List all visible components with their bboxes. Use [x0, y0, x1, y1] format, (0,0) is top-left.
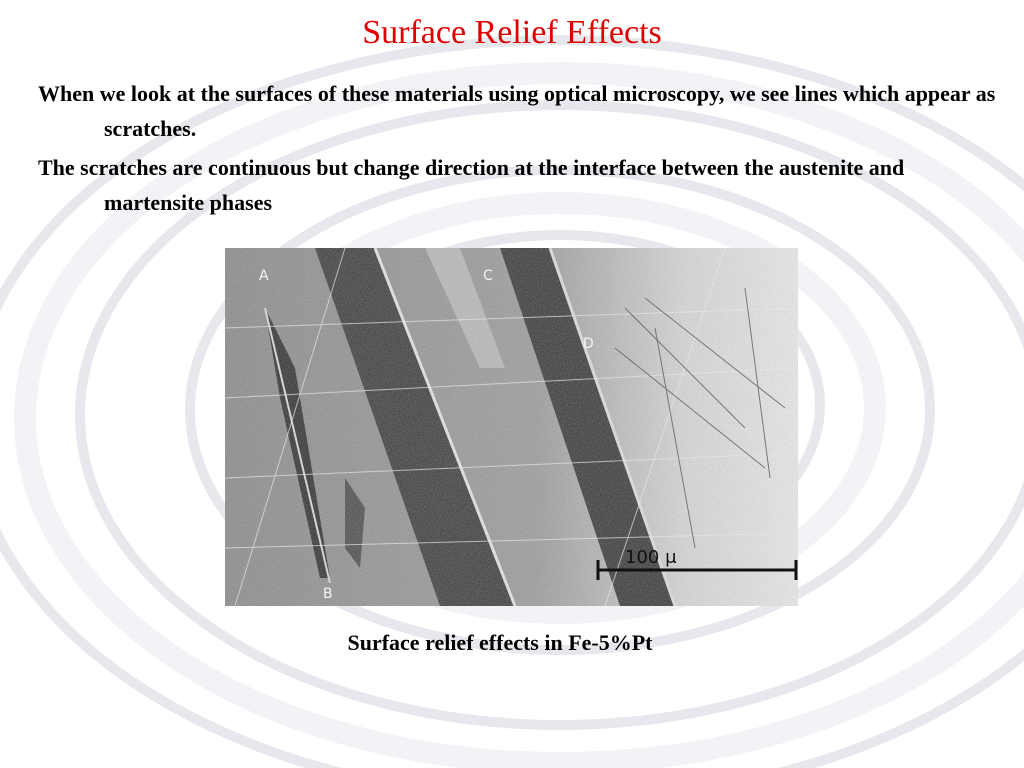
bullet-list [38, 76, 1008, 224]
scale-bar-label: 100 μ [625, 547, 677, 568]
micrograph-label-a: A [259, 268, 269, 284]
slide-title: Surface Relief Effects [362, 14, 662, 51]
figure-caption: Surface relief effects in Fe-5%Pt [347, 630, 653, 655]
bullet-item: When we look at the surfaces of these materials using optical microscopy, we see lines which appear as scratches. [38, 81, 996, 141]
bullet-item: The scratches are continuous but change direction at the interface between the austenite and martensite phases [38, 155, 905, 215]
micrograph-label-d: D [583, 336, 594, 352]
micrograph-image [225, 248, 798, 606]
micrograph-label-c: C [483, 268, 493, 284]
micrograph-label-b: B [323, 586, 333, 602]
